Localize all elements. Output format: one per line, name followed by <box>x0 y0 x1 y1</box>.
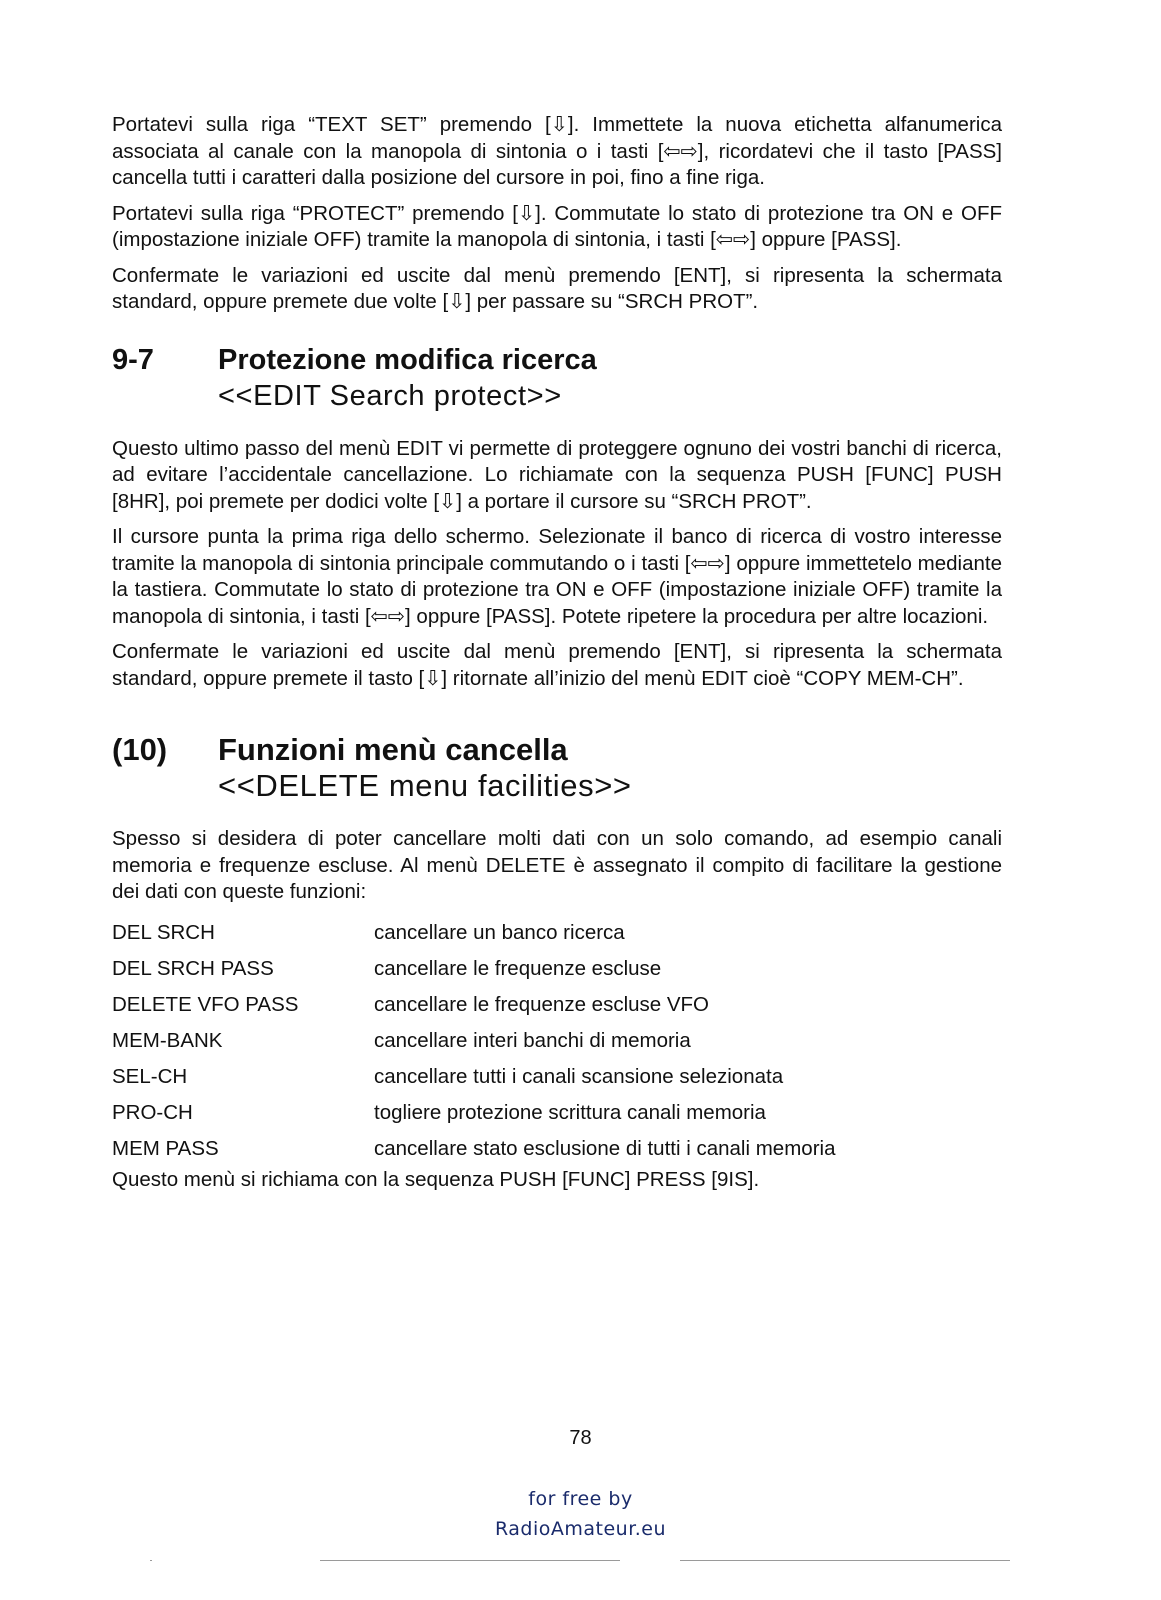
section-subtitle: <<DELETE menu facilities>> <box>218 768 632 803</box>
function-description: cancellare tutti i canali scansione selezionata <box>374 1064 784 1088</box>
scan-artifact <box>680 1560 1010 1561</box>
section-heading-9-7 <box>112 342 1002 414</box>
paragraph-edit-intro: Questo ultimo passo del menù EDIT vi permette di proteggere ognuno dei vostri banchi di ricerca, ad evitare l’accidentale cancellazione. Lo richiamate con la sequenza PUSH [FUNC] PUSH [8HR], poi premete per dodici volte [⇩] a portare il cursore su “SRCH PROT”. <box>112 436 1002 513</box>
paragraph-delete-intro: Spesso si desidera di poter cancellare molti dati con un solo comando, ad esempio canali memoria e frequenze escluse. Al menù DELETE è assegnato il compito di facilitare la gestione dei dati con queste funzioni: <box>112 827 1002 903</box>
scan-artifact <box>320 1560 620 1561</box>
footer-link: RadioAmateur.eu <box>494 1518 667 1540</box>
function-name: MEM PASS <box>112 1136 219 1160</box>
list-item <box>112 987 1002 1023</box>
function-description: cancellare le frequenze escluse <box>374 956 662 980</box>
function-description: cancellare le frequenze escluse VFO <box>374 992 710 1016</box>
paragraph-cursor: Il cursore punta la prima riga dello schermo. Selezionate il banco di ricerca di vostro interesse tramite la manopola di sintonia principale commutando o i tasti [⇦⇨] oppure immettetelo mediante la tastiera. Commutate lo stato di protezione tra ON e OFF (impostazione iniziale OFF) tramite la manopola di sintonia, i tasti [⇦⇨] oppure [PASS]. Potete ripetere la procedura per altre locazioni. <box>112 525 1002 628</box>
function-description: togliere protezione scrittura canali memoria <box>374 1100 766 1124</box>
paragraph-text-set: Portatevi sulla riga “TEXT SET” premendo [⇩]. Immettete la nuova etichetta alfanumerica associata al canale con la manopola di sintonia o i tasti [⇦⇨], ricordatevi che il tasto [PASS] cancella tutti i caratteri dalla posizione del cursore in poi, fino a fine riga. <box>112 113 1002 189</box>
paragraph-edit-confirm: Confermate le variazioni ed uscite dal menù premendo [ENT], si ripresenta la schermata standard, oppure premete il tasto [⇩] ritornate all’inizio del menù EDIT cioè “COPY MEM-CH”. <box>112 640 1002 690</box>
function-name: DEL SRCH <box>112 920 215 944</box>
list-item <box>112 1131 1002 1167</box>
section-title: Protezione modifica ricerca <box>218 343 597 376</box>
paragraph-protect: Portatevi sulla riga “PROTECT” premendo [⇩]. Commutate lo stato di protezione tra ON e OFF (impostazione iniziale OFF) tramite la manopola di sintonia, i tasti [⇦⇨] oppure [PASS]. <box>112 201 1002 251</box>
delete-functions-list <box>112 915 1002 1167</box>
function-description: cancellare un banco ricerca <box>374 920 625 944</box>
function-name: MEM-BANK <box>112 1028 223 1052</box>
scan-artifact <box>150 1560 152 1561</box>
footer-line-1: for free by <box>528 1488 633 1510</box>
section-subtitle: <<EDIT Search protect>> <box>218 379 562 412</box>
function-name: PRO-CH <box>112 1100 193 1124</box>
list-item <box>112 915 1002 951</box>
section-number: (10) <box>112 732 168 767</box>
page-number: 78 <box>569 1427 592 1449</box>
footer-credit <box>0 1484 1161 1544</box>
function-name: SEL-CH <box>112 1064 188 1088</box>
section-title: Funzioni menù cancella <box>218 732 568 767</box>
list-item <box>112 951 1002 987</box>
list-item <box>112 1059 1002 1095</box>
list-item <box>112 1023 1002 1059</box>
section-heading-10 <box>112 732 1002 804</box>
section-number: 9-7 <box>112 343 154 376</box>
function-name: DELETE VFO PASS <box>112 992 299 1016</box>
paragraph-delete-outro: Questo menù si richiama con la sequenza PUSH [FUNC] PRESS [9IS]. <box>112 1167 760 1191</box>
list-item <box>112 1095 1002 1131</box>
paragraph-confirm: Confermate le variazioni ed uscite dal menù premendo [ENT], si ripresenta la schermata standard, oppure premete due volte [⇩] per passare su “SRCH PROT”. <box>112 263 1002 313</box>
document-page <box>112 112 1002 1202</box>
function-description: cancellare stato esclusione di tutti i canali memoria <box>374 1136 836 1160</box>
function-description: cancellare interi banchi di memoria <box>374 1028 691 1052</box>
function-name: DEL SRCH PASS <box>112 956 274 980</box>
